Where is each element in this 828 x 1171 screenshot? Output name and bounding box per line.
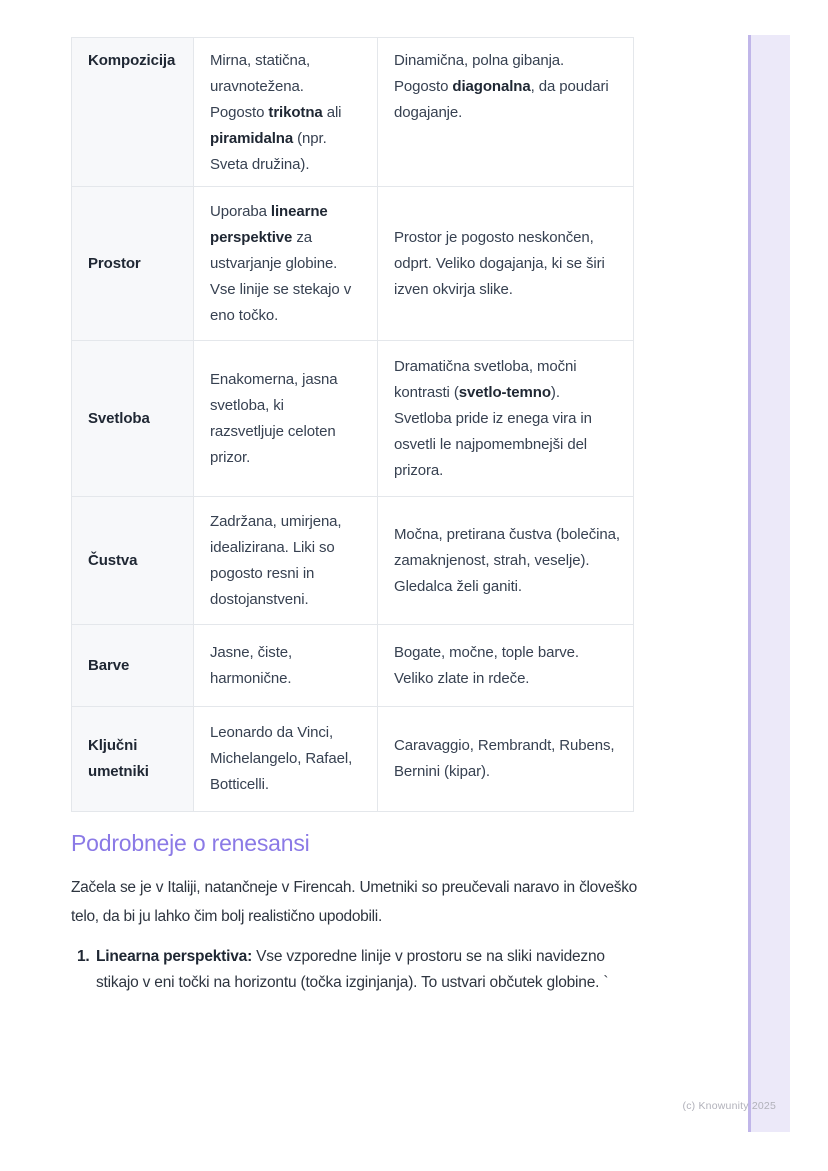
renaissance-cell: Zadržana, umirjena, idealizirana. Liki so pogosto resni in dostojanstveni.: [194, 497, 378, 625]
list-item-number: 1.: [77, 948, 90, 965]
baroque-cell: Dinamična, polna gibanja. Pogosto diagonalna, da poudari dogajanje.: [378, 38, 634, 187]
table-row: [72, 497, 634, 625]
row-label: Svetloba: [72, 341, 194, 497]
renaissance-cell: Enakomerna, jasna svetloba, ki razsvetljuje celoten prizor.: [194, 341, 378, 497]
row-label: Čustva: [72, 497, 194, 625]
renaissance-cell: Mirna, statična, uravnotežena. Pogosto trikotna ali piramidalna (npr. Sveta družina).: [194, 38, 378, 187]
table-row: [72, 38, 634, 187]
comparison-table: [71, 37, 634, 812]
copyright-footer: (c) Knowunity 2025: [682, 1100, 776, 1112]
baroque-cell: Močna, pretirana čustva (bolečina, zamaknjenost, strah, veselje). Gledalca želi ganiti.: [378, 497, 634, 625]
row-label: Ključni umetniki: [72, 707, 194, 812]
table-row: [72, 341, 634, 497]
table-row: [72, 707, 634, 812]
baroque-cell: Dramatična svetloba, močni kontrasti (svetlo-temno). Svetloba pride iz enega vira in osvetli le najpomembnejši del prizora.: [378, 341, 634, 497]
page-edge-accent: [748, 35, 790, 1132]
renaissance-cell: Uporaba linearne perspektive za ustvarjanje globine. Vse linije se stekajo v eno točko.: [194, 187, 378, 341]
section-heading: Podrobneje o renesansi: [71, 830, 310, 856]
renaissance-cell: Jasne, čiste, harmonične.: [194, 625, 378, 707]
row-label: Kompozicija: [72, 38, 194, 187]
row-label: Barve: [72, 625, 194, 707]
table-row: [72, 625, 634, 707]
baroque-cell: Bogate, močne, tople barve. Veliko zlate in rdeče.: [378, 625, 634, 707]
baroque-cell: Prostor je pogosto neskončen, odprt. Veliko dogajanja, ki se širi izven okvirja slike.: [378, 187, 634, 341]
baroque-cell: Caravaggio, Rembrandt, Rubens, Bernini (kipar).: [378, 707, 634, 812]
list-item-text: Linearna perspektiva: Vse vzporedne linije v prostoru se na sliki navidezno stikajo v eni točki na horizontu (točka izginjanja). To ustvari občutek globine. `: [96, 948, 609, 991]
renaissance-cell: Leonardo da Vinci, Michelangelo, Rafael, Botticelli.: [194, 707, 378, 812]
intro-paragraph: Začela se je v Italiji, natančneje v Firencah. Umetniki so preučevali naravo in človeško telo, da bi ju lahko čim bolj realistično upodobili.: [71, 879, 637, 925]
table-row: [72, 187, 634, 341]
row-label: Prostor: [72, 187, 194, 341]
list-item: [71, 944, 633, 996]
numbered-list: [71, 944, 633, 996]
